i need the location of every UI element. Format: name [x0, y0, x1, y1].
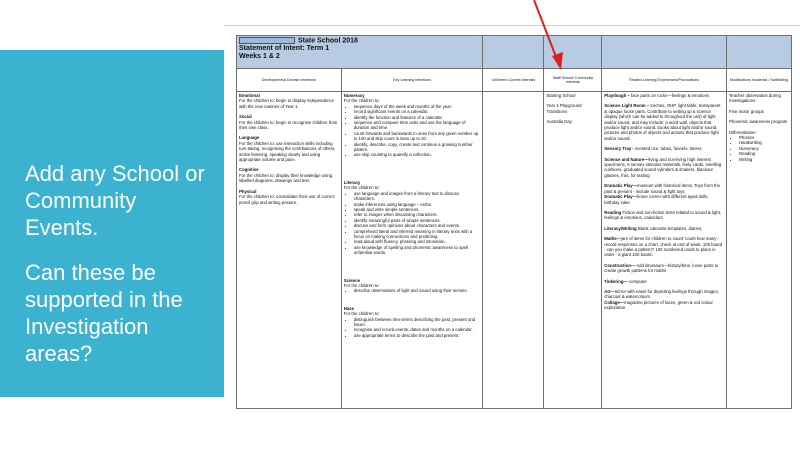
- list-item: • comprehend literal and inferred meaning in literary texts with a focus on making connections and predicting.: [354, 229, 481, 240]
- experience-item: Science Light Room – torches, OHP, light table, transparent & opaque loose parts, Contribute to setting up a science display (which can be added to throughout the unit) of light and/or sound, and may include: a word wall, objects that produce light and/or sound, books about light and/or sound, pictures and photos of objects and actions that produce light and/or sound.: [604, 103, 721, 141]
- domain-heading: Emotional: [239, 93, 260, 98]
- interest-item: Australia Day: [546, 119, 572, 125]
- learning-experiences-cell: [602, 92, 727, 409]
- modification-line: Differentiation:: [729, 129, 757, 135]
- subject-intro: For the children to:: [343, 185, 380, 191]
- list-item: • record significant events on a calendar.: [354, 109, 481, 114]
- key-learning-cell: [341, 92, 483, 409]
- subject-heading: Numeracy: [343, 93, 365, 98]
- subject-heading: Science: [343, 277, 361, 283]
- statement-table: [236, 35, 792, 409]
- list-item: • sequence days of the week and months of the year.: [354, 104, 481, 109]
- column-header: Developmental Domain Intentions: [237, 69, 342, 92]
- weeks-label: Weeks 1 & 2: [239, 53, 280, 61]
- experience-item: Science and Nature—living and non-living high interest specimens, 5 senses stimulus materials, feely cards, smelling cushions, graduated sound cylinders & shakers, blackout glasses, fruit, for tasting: [604, 156, 722, 178]
- domain-heading: Social: [239, 114, 252, 120]
- modification-line: Teacher observation during Investigations: [729, 93, 781, 104]
- name-redaction: [239, 37, 295, 44]
- list-item: • make inferences using language – verbs.: [354, 202, 481, 207]
- modification-line: Phonemic awareness program: [729, 119, 788, 125]
- list-item: • identify, describe, copy, create and continue a growing number pattern.: [354, 142, 481, 153]
- list-item: • describe observations of light and sound using their senses.: [354, 288, 481, 293]
- differentiation-list: [729, 135, 789, 162]
- list-item: • identify the function and features of a calendar.: [354, 115, 481, 120]
- children-interests-cell: [483, 92, 544, 409]
- domain-intentions-cell: [237, 92, 342, 409]
- experience-item: Playdough – face parts on rocks—feelings & emotions: [604, 93, 710, 98]
- modification-line: Fine motor groups: [729, 108, 764, 114]
- header-title-cell: [237, 36, 483, 69]
- literacy-list: [344, 191, 481, 256]
- red-arrow-icon: [530, 0, 570, 72]
- list-item: • Phonics: [739, 135, 789, 140]
- list-item: • sequence and compare time units and use the language of duration and time.: [354, 120, 481, 131]
- experience-item: Dramatic Play—home corner with different aged dolls, birthday cake: [604, 194, 709, 205]
- list-item: • Writing: [739, 157, 789, 162]
- experience-item: Reading Fiction and non-fiction texts related to sound & light, feelings & emotions, calendars: [604, 209, 722, 221]
- content-row: [237, 92, 792, 409]
- column-header: Key Learning Intentions: [341, 69, 483, 92]
- experience-item: Maths—jars of items for children to count 'count how many - record responses on a chart, check at end of week. 100 board - can you make a pattern? 100 numbered cards to place in order - a giant 100 board.: [604, 236, 723, 258]
- list-item: • recognise and record events, dates and months on a calendar.: [354, 327, 481, 332]
- list-item: • use knowledge of spelling and phonemic awareness to spell unfamiliar words.: [354, 245, 481, 256]
- community-interests-cell: [544, 92, 602, 409]
- sidebar-paragraph-question: Can these be supported in the Investigation areas?: [25, 260, 183, 366]
- domain-heading: Language: [239, 135, 260, 141]
- list-item: • discuss and form opinions about characters and events.: [354, 223, 481, 228]
- header-blank: [602, 36, 727, 69]
- list-item: • read aloud with fluency, phrasing and intonation.: [354, 239, 481, 244]
- school-name: State School 2018: [239, 37, 480, 45]
- modifications-cell: [727, 92, 792, 409]
- domain-text: For the children to: consolidate their use of correct pencil grip and writing posture.: [239, 194, 335, 205]
- page-edge: [224, 25, 800, 26]
- domain-text: For the children to: begin to recognise children from their own class.: [239, 119, 338, 131]
- list-item: • use appropriate terms to describe the past and present.: [354, 333, 481, 338]
- subject-intro: For the children to:: [343, 282, 380, 288]
- sidebar-text: [25, 160, 215, 385]
- experience-item: Sensory Tray - scented rice, tubes, funnels, timers: [604, 146, 702, 152]
- list-item: • speak and write simple sentences.: [354, 207, 481, 212]
- experience-item: Construction— Add dinosaurs—history/time, loose parts to create growth patterns for maths: [604, 262, 719, 274]
- numeracy-list: [344, 104, 481, 158]
- subject-heading: Literacy: [343, 179, 361, 185]
- domain-text: For the children to: use interaction skills including turn-taking, recognising the contributions of others, active listening, speaking clearly and using appropriate volume and pace.: [239, 140, 336, 163]
- column-header-row: [237, 69, 792, 92]
- experience-item: Art—mirror with easel for depicting feelings through images, charcoal & watercolours: [604, 288, 719, 300]
- experience-item: Tinkering— computer: [604, 278, 647, 284]
- list-item: • Numeracy: [739, 146, 789, 151]
- subject-intro: For the children to:: [343, 98, 380, 104]
- column-header: Related Learning Experiences/Provocations: [602, 69, 727, 92]
- list-item: • refer to images when discussing characters.: [354, 212, 481, 217]
- domain-heading: Physical: [239, 188, 257, 194]
- list-item: • Reading: [739, 151, 789, 156]
- list-item: • use skip counting to quantify a collection.: [354, 152, 481, 157]
- domain-text: For the children to: begin to display independence with the new routines of Year 1.: [239, 98, 335, 109]
- header-blank: [727, 36, 792, 69]
- column-header: Staff/ School/ Community Interests: [544, 69, 602, 92]
- list-item: • distinguish between time terms describing the past, present and future.: [354, 317, 481, 328]
- interest-item: Starting School: [546, 93, 576, 98]
- interest-item: Year 1 Playground Transitions: [546, 103, 582, 114]
- list-item: • use language and images from a literary text to discuss characters.: [354, 191, 481, 202]
- science-list: [344, 288, 481, 293]
- list-item: • count forwards and backwards in ones from any given number up to 100 and skip count in twos up to 20.: [354, 131, 481, 142]
- column-header: Modifications Incidental / Scaffolding: [727, 69, 792, 92]
- column-header: Children's Current Interests: [483, 69, 544, 92]
- document-page: [224, 25, 800, 450]
- experience-item: Collage—magazine pictures of faces, green & red colour exploration: [604, 299, 713, 311]
- domain-heading: Cognitive: [239, 167, 259, 173]
- experience-item: Literacy/Writing Blank calendar templates, diaries,: [604, 225, 703, 231]
- hass-list: [344, 317, 481, 339]
- document-title: Statement of Intent: Term 1: [239, 45, 330, 53]
- domain-text: For the children to: display their knowledge using labelled diagrams, drawings and text.: [239, 172, 333, 184]
- list-item: • Handwriting: [739, 140, 789, 145]
- table-header-row: [237, 36, 792, 69]
- subject-intro: For the children to:: [343, 311, 380, 317]
- subject-heading: Hass: [343, 305, 355, 311]
- sidebar-paragraph-events: Add any School or Community Events.: [25, 161, 205, 240]
- experience-item: Dramatic Play—museum with historical items, Toys from the past & present - include sound & light toys: [604, 183, 721, 194]
- list-item: • identify meaningful parts of simple sentences.: [354, 218, 481, 223]
- sidebar-panel: [0, 50, 224, 397]
